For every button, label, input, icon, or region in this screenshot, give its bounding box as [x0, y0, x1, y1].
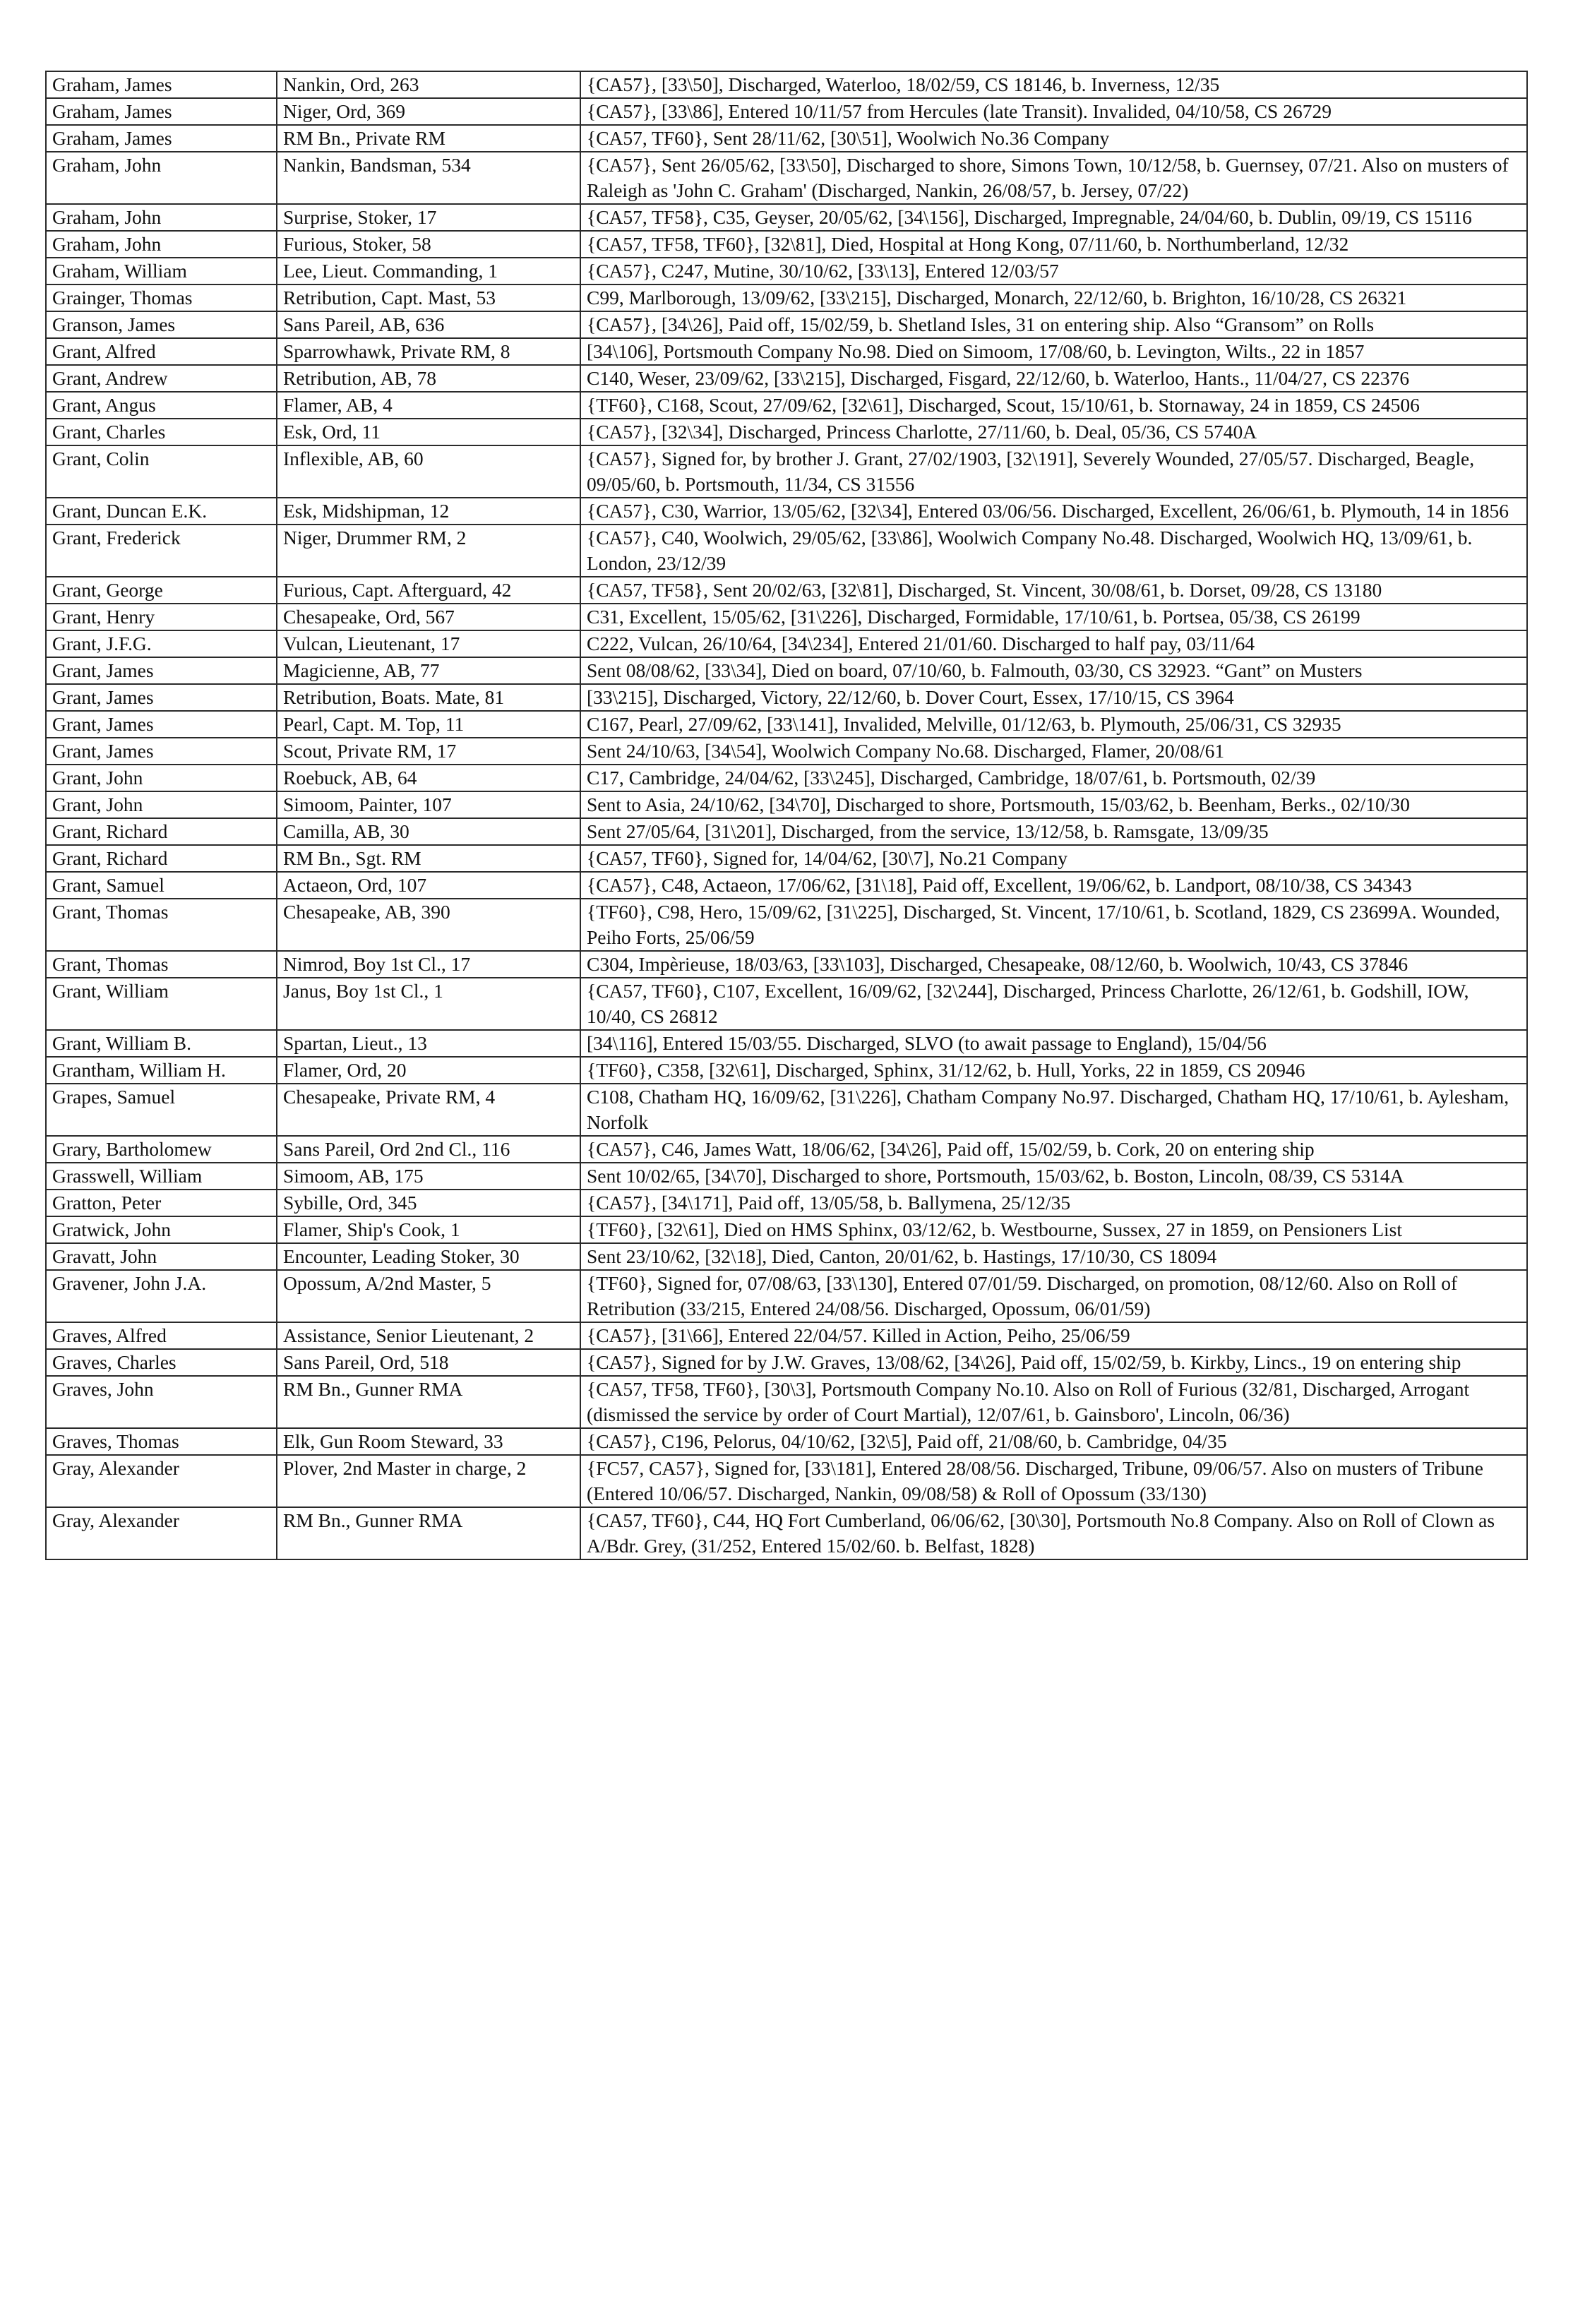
name-cell: Grant, James — [46, 738, 277, 765]
ship-rating-cell: Nankin, Ord, 263 — [277, 71, 580, 98]
ship-rating-cell: Lee, Lieut. Commanding, 1 — [277, 258, 580, 284]
name-cell: Grant, Frederick — [46, 525, 277, 577]
ship-rating-cell: Sans Pareil, Ord 2nd Cl., 116 — [277, 1136, 580, 1163]
table-row — [46, 311, 1527, 338]
details-cell: {TF60}, C168, Scout, 27/09/62, [32\61], Discharged, Scout, 15/10/61, b. Stornaway, 24 in 1859, CS 24506 — [580, 392, 1527, 419]
ship-rating-cell: RM Bn., Private RM — [277, 125, 580, 152]
table-row — [46, 1216, 1527, 1243]
details-cell: {FC57, CA57}, Signed for, [33\181], Entered 28/08/56. Discharged, Tribune, 09/06/57. Also on musters of Tribune (Entered 10/06/57. Discharged, Nankin, 09/08/58) & Roll of Opossum (33/130) — [580, 1455, 1527, 1507]
details-cell: C167, Pearl, 27/09/62, [33\141], Invalided, Melville, 01/12/63, b. Plymouth, 25/06/31, CS 32935 — [580, 711, 1527, 738]
details-cell: {CA57}, [34\171], Paid off, 13/05/58, b. Ballymena, 25/12/35 — [580, 1190, 1527, 1216]
table-row — [46, 284, 1527, 311]
table-row — [46, 765, 1527, 791]
name-cell: Graham, James — [46, 125, 277, 152]
table-row — [46, 525, 1527, 577]
table-row — [46, 498, 1527, 525]
table-row — [46, 125, 1527, 152]
ship-rating-cell: Elk, Gun Room Steward, 33 — [277, 1428, 580, 1455]
ship-rating-cell: Furious, Stoker, 58 — [277, 231, 580, 258]
details-cell: {CA57, TF58, TF60}, [30\3], Portsmouth Company No.10. Also on Roll of Furious (32/81, Discharged, Arrogant (dismissed the service by order of Court Martial), 12/07/61, b. Gainsboro', Lincoln, 06/36) — [580, 1376, 1527, 1428]
ship-rating-cell: RM Bn., Gunner RMA — [277, 1376, 580, 1428]
table-row — [46, 204, 1527, 231]
name-cell: Gratwick, John — [46, 1216, 277, 1243]
details-cell: Sent 23/10/62, [32\18], Died, Canton, 20/01/62, b. Hastings, 17/10/30, CS 18094 — [580, 1243, 1527, 1270]
ship-rating-cell: RM Bn., Sgt. RM — [277, 845, 580, 872]
name-cell: Graham, John — [46, 231, 277, 258]
ship-rating-cell: Chesapeake, Ord, 567 — [277, 604, 580, 630]
ship-rating-cell: Opossum, A/2nd Master, 5 — [277, 1270, 580, 1322]
table-row — [46, 1428, 1527, 1455]
name-cell: Grant, Thomas — [46, 951, 277, 978]
name-cell: Graves, Alfred — [46, 1322, 277, 1349]
details-cell: {CA57}, C40, Woolwich, 29/05/62, [33\86], Woolwich Company No.48. Discharged, Woolwich HQ, 13/09/61, b. London, 23/12/39 — [580, 525, 1527, 577]
name-cell: Graham, James — [46, 98, 277, 125]
table-row — [46, 1030, 1527, 1057]
ship-rating-cell: Nankin, Bandsman, 534 — [277, 152, 580, 204]
ship-rating-cell: Magicienne, AB, 77 — [277, 657, 580, 684]
table-row — [46, 365, 1527, 392]
table-row — [46, 1057, 1527, 1084]
ship-rating-cell: Sparrowhawk, Private RM, 8 — [277, 338, 580, 365]
details-cell: {CA57}, [33\86], Entered 10/11/57 from Hercules (late Transit). Invalided, 04/10/58, CS 26729 — [580, 98, 1527, 125]
name-cell: Grant, J.F.G. — [46, 630, 277, 657]
name-cell: Grant, Richard — [46, 818, 277, 845]
details-cell: {TF60}, C98, Hero, 15/09/62, [31\225], Discharged, St. Vincent, 17/10/61, b. Scotland, 1829, CS 23699A. Wounded, Peiho Forts, 25/06/59 — [580, 899, 1527, 951]
name-cell: Gratton, Peter — [46, 1190, 277, 1216]
details-cell: {CA57, TF58}, C35, Geyser, 20/05/62, [34\156], Discharged, Impregnable, 24/04/60, b. Dublin, 09/19, CS 15116 — [580, 204, 1527, 231]
details-cell: {CA57, TF58, TF60}, [32\81], Died, Hospital at Hong Kong, 07/11/60, b. Northumberland, 12/32 — [580, 231, 1527, 258]
details-cell: {TF60}, [32\61], Died on HMS Sphinx, 03/12/62, b. Westbourne, Sussex, 27 in 1859, on Pensioners List — [580, 1216, 1527, 1243]
name-cell: Granson, James — [46, 311, 277, 338]
table-row — [46, 1507, 1527, 1559]
details-cell: {TF60}, C358, [32\61], Discharged, Sphinx, 31/12/62, b. Hull, Yorks, 22 in 1859, CS 20946 — [580, 1057, 1527, 1084]
table-row — [46, 445, 1527, 498]
table-row — [46, 1136, 1527, 1163]
details-cell: {CA57}, Signed for by J.W. Graves, 13/08/62, [34\26], Paid off, 15/02/59, b. Kirkby, Lincs., 19 on entering ship — [580, 1349, 1527, 1376]
ship-rating-cell: Esk, Midshipman, 12 — [277, 498, 580, 525]
table-row — [46, 684, 1527, 711]
name-cell: Grasswell, William — [46, 1163, 277, 1190]
name-cell: Graham, John — [46, 204, 277, 231]
details-cell: {CA57, TF60}, Sent 28/11/62, [30\51], Woolwich No.36 Company — [580, 125, 1527, 152]
details-cell: {CA57, TF60}, C107, Excellent, 16/09/62, [32\244], Discharged, Princess Charlotte, 26/12/61, b. Godshill, IOW, 10/40, CS 26812 — [580, 978, 1527, 1030]
details-cell: {CA57}, C247, Mutine, 30/10/62, [33\13], Entered 12/03/57 — [580, 258, 1527, 284]
ship-rating-cell: Retribution, AB, 78 — [277, 365, 580, 392]
table-row — [46, 1322, 1527, 1349]
details-cell: Sent 24/10/63, [34\54], Woolwich Company No.68. Discharged, Flamer, 20/08/61 — [580, 738, 1527, 765]
table-row — [46, 738, 1527, 765]
name-cell: Graham, James — [46, 71, 277, 98]
name-cell: Grantham, William H. — [46, 1057, 277, 1084]
table-row — [46, 604, 1527, 630]
details-cell: {CA57}, [31\66], Entered 22/04/57. Killed in Action, Peiho, 25/06/59 — [580, 1322, 1527, 1349]
table-row — [46, 1270, 1527, 1322]
roll-table-body — [46, 71, 1527, 1559]
ship-rating-cell: RM Bn., Gunner RMA — [277, 1507, 580, 1559]
table-row — [46, 1190, 1527, 1216]
details-cell: [34\116], Entered 15/03/55. Discharged, SLVO (to await passage to England), 15/04/56 — [580, 1030, 1527, 1057]
table-row — [46, 630, 1527, 657]
table-row — [46, 258, 1527, 284]
details-cell: {CA57}, C48, Actaeon, 17/06/62, [31\18], Paid off, Excellent, 19/06/62, b. Landport, 08/10/38, CS 34343 — [580, 872, 1527, 899]
details-cell: {TF60}, Signed for, 07/08/63, [33\130], Entered 07/01/59. Discharged, on promotion, 08/12/60. Also on Roll of Retribution (33/215, Entered 24/08/56. Discharged, Opossum, 06/01/59) — [580, 1270, 1527, 1322]
details-cell: C17, Cambridge, 24/04/62, [33\245], Discharged, Cambridge, 18/07/61, b. Portsmouth, 02/39 — [580, 765, 1527, 791]
ship-rating-cell: Scout, Private RM, 17 — [277, 738, 580, 765]
details-cell: {CA57}, Sent 26/05/62, [33\50], Discharged to shore, Simons Town, 10/12/58, b. Guernsey, 07/21. Also on musters of Raleigh as 'John C. Graham' (Discharged, Nankin, 26/08/57, b. Jersey, 07/22) — [580, 152, 1527, 204]
name-cell: Graves, Thomas — [46, 1428, 277, 1455]
ship-rating-cell: Roebuck, AB, 64 — [277, 765, 580, 791]
name-cell: Grant, James — [46, 711, 277, 738]
name-cell: Gray, Alexander — [46, 1455, 277, 1507]
name-cell: Grant, John — [46, 765, 277, 791]
details-cell: {CA57}, Signed for, by brother J. Grant, 27/02/1903, [32\191], Severely Wounded, 27/05/57. Discharged, Beagle, 09/05/60, b. Portsmouth, 11/34, CS 31556 — [580, 445, 1527, 498]
name-cell: Grant, John — [46, 791, 277, 818]
name-cell: Grapes, Samuel — [46, 1084, 277, 1136]
table-row — [46, 1084, 1527, 1136]
name-cell: Grant, Andrew — [46, 365, 277, 392]
table-row — [46, 152, 1527, 204]
ship-rating-cell: Furious, Capt. Afterguard, 42 — [277, 577, 580, 604]
table-row — [46, 98, 1527, 125]
details-cell: Sent 27/05/64, [31\201], Discharged, from the service, 13/12/58, b. Ramsgate, 13/09/35 — [580, 818, 1527, 845]
details-cell: Sent to Asia, 24/10/62, [34\70], Discharged to shore, Portsmouth, 15/03/62, b. Beenham, Berks., 02/10/30 — [580, 791, 1527, 818]
details-cell: Sent 08/08/62, [33\34], Died on board, 07/10/60, b. Falmouth, 03/30, CS 32923. “Gant” on Musters — [580, 657, 1527, 684]
ship-rating-cell: Sans Pareil, AB, 636 — [277, 311, 580, 338]
table-row — [46, 71, 1527, 98]
table-row — [46, 231, 1527, 258]
ship-rating-cell: Simoom, Painter, 107 — [277, 791, 580, 818]
name-cell: Graves, John — [46, 1376, 277, 1428]
details-cell: [34\106], Portsmouth Company No.98. Died on Simoom, 17/08/60, b. Levington, Wilts., 22 in 1857 — [580, 338, 1527, 365]
ship-rating-cell: Flamer, Ship's Cook, 1 — [277, 1216, 580, 1243]
name-cell: Grant, Richard — [46, 845, 277, 872]
ship-rating-cell: Inflexible, AB, 60 — [277, 445, 580, 498]
ship-rating-cell: Retribution, Capt. Mast, 53 — [277, 284, 580, 311]
name-cell: Grainger, Thomas — [46, 284, 277, 311]
table-row — [46, 1376, 1527, 1428]
details-cell: {CA57}, C196, Pelorus, 04/10/62, [32\5], Paid off, 21/08/60, b. Cambridge, 04/35 — [580, 1428, 1527, 1455]
ship-rating-cell: Camilla, AB, 30 — [277, 818, 580, 845]
name-cell: Grary, Bartholomew — [46, 1136, 277, 1163]
table-row — [46, 1455, 1527, 1507]
table-row — [46, 1243, 1527, 1270]
ship-rating-cell: Surprise, Stoker, 17 — [277, 204, 580, 231]
details-cell: C108, Chatham HQ, 16/09/62, [31\226], Chatham Company No.97. Discharged, Chatham HQ, 17/10/61, b. Aylesham, Norfolk — [580, 1084, 1527, 1136]
table-row — [46, 1163, 1527, 1190]
name-cell: Grant, James — [46, 684, 277, 711]
ship-rating-cell: Flamer, AB, 4 — [277, 392, 580, 419]
details-cell: C222, Vulcan, 26/10/64, [34\234], Entered 21/01/60. Discharged to half pay, 03/11/64 — [580, 630, 1527, 657]
ship-rating-cell: Niger, Ord, 369 — [277, 98, 580, 125]
ship-rating-cell: Sans Pareil, Ord, 518 — [277, 1349, 580, 1376]
details-cell: C304, Impèrieuse, 18/03/63, [33\103], Discharged, Chesapeake, 08/12/60, b. Woolwich, 10/43, CS 37846 — [580, 951, 1527, 978]
ship-rating-cell: Nimrod, Boy 1st Cl., 17 — [277, 951, 580, 978]
name-cell: Gravatt, John — [46, 1243, 277, 1270]
name-cell: Grant, Duncan E.K. — [46, 498, 277, 525]
details-cell: Sent 10/02/65, [34\70], Discharged to shore, Portsmouth, 15/03/62, b. Boston, Lincoln, 08/39, CS 5314A — [580, 1163, 1527, 1190]
ship-rating-cell: Actaeon, Ord, 107 — [277, 872, 580, 899]
name-cell: Grant, Angus — [46, 392, 277, 419]
ship-rating-cell: Sybille, Ord, 345 — [277, 1190, 580, 1216]
details-cell: {CA57}, C46, James Watt, 18/06/62, [34\26], Paid off, 15/02/59, b. Cork, 20 on entering ship — [580, 1136, 1527, 1163]
details-cell: C31, Excellent, 15/05/62, [31\226], Discharged, Formidable, 17/10/61, b. Portsea, 05/38, CS 26199 — [580, 604, 1527, 630]
table-row — [46, 338, 1527, 365]
table-row — [46, 392, 1527, 419]
details-cell: {CA57}, [34\26], Paid off, 15/02/59, b. Shetland Isles, 31 on entering ship. Also “Gransom” on Rolls — [580, 311, 1527, 338]
details-cell: C140, Weser, 23/09/62, [33\215], Discharged, Fisgard, 22/12/60, b. Waterloo, Hants., 11/04/27, CS 22376 — [580, 365, 1527, 392]
name-cell: Graham, William — [46, 258, 277, 284]
name-cell: Grant, James — [46, 657, 277, 684]
name-cell: Grant, Charles — [46, 419, 277, 445]
ship-rating-cell: Niger, Drummer RM, 2 — [277, 525, 580, 577]
details-cell: {CA57, TF58}, Sent 20/02/63, [32\81], Discharged, St. Vincent, 30/08/61, b. Dorset, 09/28, CS 13180 — [580, 577, 1527, 604]
table-row — [46, 899, 1527, 951]
name-cell: Grant, Samuel — [46, 872, 277, 899]
details-cell: {CA57, TF60}, C44, HQ Fort Cumberland, 06/06/62, [30\30], Portsmouth No.8 Company. Also on Roll of Clown as A/Bdr. Grey, (31/252, Entered 15/02/60. b. Belfast, 1828) — [580, 1507, 1527, 1559]
name-cell: Graham, John — [46, 152, 277, 204]
table-row — [46, 845, 1527, 872]
table-row — [46, 791, 1527, 818]
ship-rating-cell: Retribution, Boats. Mate, 81 — [277, 684, 580, 711]
name-cell: Graves, Charles — [46, 1349, 277, 1376]
table-row — [46, 711, 1527, 738]
ship-rating-cell: Spartan, Lieut., 13 — [277, 1030, 580, 1057]
name-cell: Grant, Colin — [46, 445, 277, 498]
ship-rating-cell: Encounter, Leading Stoker, 30 — [277, 1243, 580, 1270]
table-row — [46, 978, 1527, 1030]
name-cell: Grant, Henry — [46, 604, 277, 630]
ship-rating-cell: Plover, 2nd Master in charge, 2 — [277, 1455, 580, 1507]
ship-rating-cell: Vulcan, Lieutenant, 17 — [277, 630, 580, 657]
ship-rating-cell: Chesapeake, Private RM, 4 — [277, 1084, 580, 1136]
table-row — [46, 419, 1527, 445]
details-cell: C99, Marlborough, 13/09/62, [33\215], Discharged, Monarch, 22/12/60, b. Brighton, 16/10/28, CS 26321 — [580, 284, 1527, 311]
name-cell: Grant, Thomas — [46, 899, 277, 951]
details-cell: {CA57}, C30, Warrior, 13/05/62, [32\34], Entered 03/06/56. Discharged, Excellent, 26/06/61, b. Plymouth, 14 in 1856 — [580, 498, 1527, 525]
name-cell: Grant, Alfred — [46, 338, 277, 365]
details-cell: [33\215], Discharged, Victory, 22/12/60, b. Dover Court, Essex, 17/10/15, CS 3964 — [580, 684, 1527, 711]
ship-rating-cell: Assistance, Senior Lieutenant, 2 — [277, 1322, 580, 1349]
ship-rating-cell: Esk, Ord, 11 — [277, 419, 580, 445]
table-row — [46, 872, 1527, 899]
name-cell: Grant, William — [46, 978, 277, 1030]
table-row — [46, 577, 1527, 604]
name-cell: Grant, William B. — [46, 1030, 277, 1057]
table-row — [46, 951, 1527, 978]
ship-rating-cell: Flamer, Ord, 20 — [277, 1057, 580, 1084]
ship-rating-cell: Pearl, Capt. M. Top, 11 — [277, 711, 580, 738]
table-row — [46, 1349, 1527, 1376]
details-cell: {CA57}, [33\50], Discharged, Waterloo, 18/02/59, CS 18146, b. Inverness, 12/35 — [580, 71, 1527, 98]
details-cell: {CA57}, [32\34], Discharged, Princess Charlotte, 27/11/60, b. Deal, 05/36, CS 5740A — [580, 419, 1527, 445]
name-cell: Grant, George — [46, 577, 277, 604]
details-cell: {CA57, TF60}, Signed for, 14/04/62, [30\7], No.21 Company — [580, 845, 1527, 872]
roll-table — [45, 71, 1528, 1560]
ship-rating-cell: Janus, Boy 1st Cl., 1 — [277, 978, 580, 1030]
table-row — [46, 657, 1527, 684]
ship-rating-cell: Chesapeake, AB, 390 — [277, 899, 580, 951]
name-cell: Gray, Alexander — [46, 1507, 277, 1559]
name-cell: Gravener, John J.A. — [46, 1270, 277, 1322]
ship-rating-cell: Simoom, AB, 175 — [277, 1163, 580, 1190]
table-row — [46, 818, 1527, 845]
